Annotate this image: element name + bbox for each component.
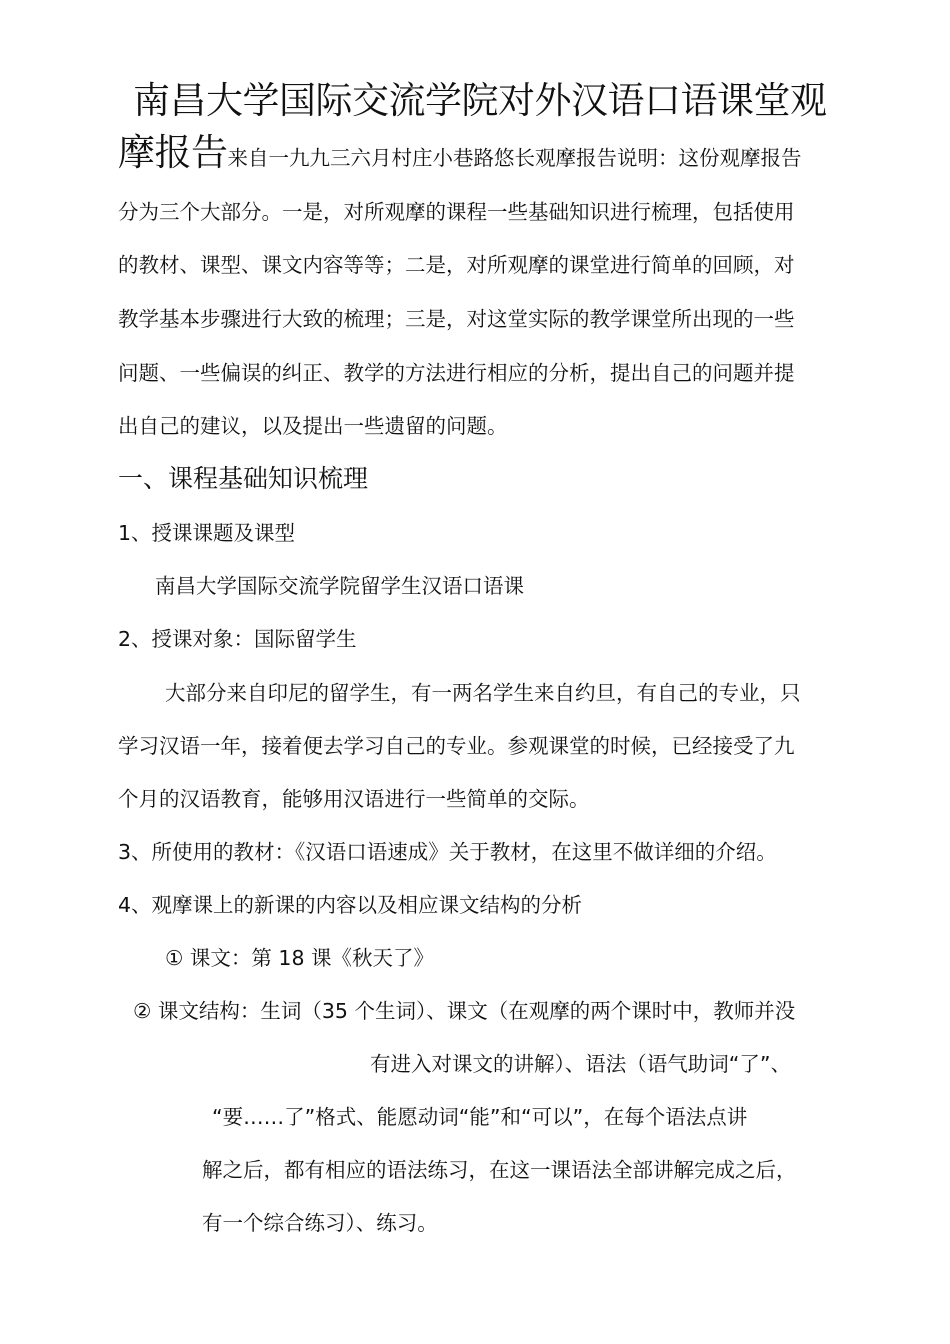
item-2-line-1: 大部分来自印尼的留学生，有一两名学生来自约旦，有自己的专业，只 bbox=[165, 681, 801, 705]
sub-item-2-line-4: 解之后，都有相应的语法练习，在这一课语法全部讲解完成之后， bbox=[202, 1158, 797, 1182]
intro-line-4: 教学基本步骤进行大致的梳理；三是，对这堂实际的教学课堂所出现的一些 bbox=[118, 307, 795, 331]
intro-line-6: 出自己的建议，以及提出一些遗留的问题。 bbox=[118, 414, 508, 438]
sub-item-2-line-1: ② 课文结构：生词（35 个生词）、课文（在观摩的两个课时中，教师并没 bbox=[133, 999, 796, 1023]
section-1-heading: 一、课程基础知识梳理 bbox=[118, 464, 369, 493]
intro-line-1: 来自一九九三六月村庄小巷路悠长观摩报告说明：这份观摩报告 bbox=[227, 146, 802, 170]
sub-item-2-line-3: “要……了”格式、能愿动词“能”和“可以”，在每个语法点讲 bbox=[212, 1105, 748, 1129]
intro-line-2: 分为三个大部分。一是，对所观摩的课程一些基础知识进行梳理，包括使用 bbox=[118, 200, 795, 224]
item-4-label: 4、观摩课上的新课的内容以及相应课文结构的分析 bbox=[118, 893, 583, 917]
sub-item-2-line-2: 有进入对课文的讲解）、语法（语气助词“了”、 bbox=[370, 1052, 791, 1076]
sub-item-2-line-5: 有一个综合练习）、练习。 bbox=[202, 1211, 438, 1235]
item-1-label: 1、授课课题及课型 bbox=[118, 521, 296, 545]
item-2-label: 2、授课对象：国际留学生 bbox=[118, 627, 357, 651]
sub-item-1: ① 课文：第 18 课《秋天了》 bbox=[165, 946, 435, 970]
item-1-content: 南昌大学国际交流学院留学生汉语口语课 bbox=[155, 574, 524, 598]
item-3: 3、所使用的教材：《汉语口语速成》关于教材，在这里不做详细的介绍。 bbox=[118, 840, 777, 864]
intro-line-5: 问题、一些偏误的纠正、教学的方法进行相应的分析，提出自己的问题并提 bbox=[118, 361, 795, 385]
intro-line-3: 的教材、课型、课文内容等等；二是，对所观摩的课堂进行简单的回顾，对 bbox=[118, 253, 795, 277]
document-title-line-1: 南昌大学国际交流学院对外汉语口语课堂观 bbox=[133, 79, 827, 122]
document-title-tail: 摩报告 bbox=[118, 131, 228, 174]
document-title-line-2 bbox=[118, 130, 802, 181]
item-2-line-3: 个月的汉语教育，能够用汉语进行一些简单的交际。 bbox=[118, 787, 590, 811]
item-2-line-2: 学习汉语一年，接着便去学习自己的专业。参观课堂的时候，已经接受了九 bbox=[118, 734, 795, 758]
